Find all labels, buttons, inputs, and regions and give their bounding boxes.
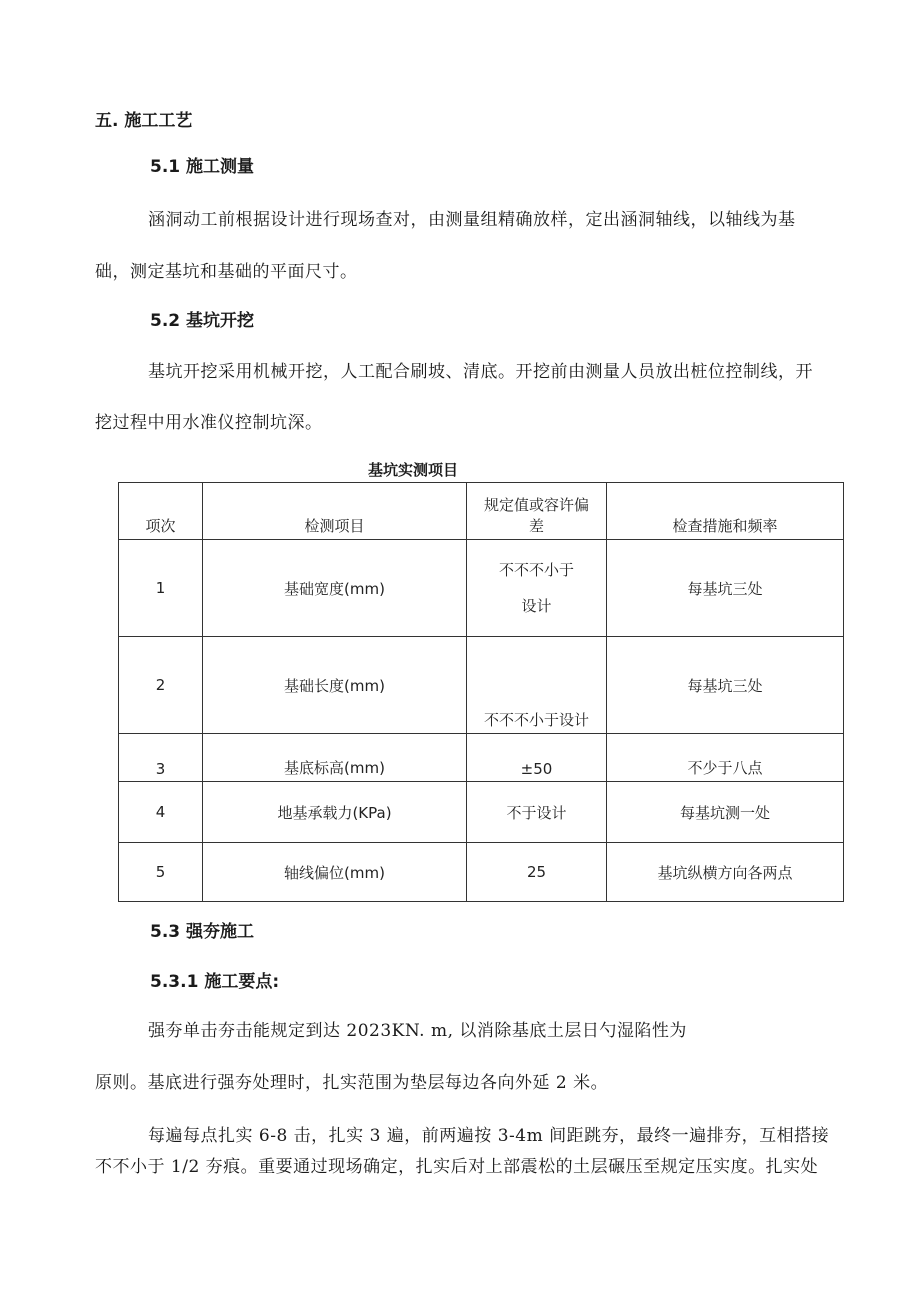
row-value: 不于设计 [467, 782, 607, 843]
subsection-title-5-3: 5.3 强夯施工 [150, 922, 255, 942]
row-value [467, 540, 607, 637]
paragraph-5-3-1-line1: 强夯单击夯击能规定到达 2023KN. m, 以消除基底土层日勺湿陷性为 [148, 1021, 687, 1041]
row-no: 3 [119, 734, 203, 782]
inspection-table [118, 482, 844, 902]
row-no: 1 [119, 540, 203, 637]
row-no: 2 [119, 637, 203, 734]
paragraph-5-1-line1: 涵洞动工前根据设计进行现场查对，由测量组精确放样，定出涵洞轴线，以轴线为基 [148, 210, 796, 230]
row-item: 基底标高(mm) [203, 734, 467, 782]
table-row [119, 782, 844, 843]
row-value-line1: 不不不小于 [498, 561, 574, 579]
row-item: 基础宽度(mm) [203, 540, 467, 637]
row-no: 5 [119, 843, 203, 902]
row-value-line2: 设计 [521, 597, 552, 615]
row-value: 25 [467, 843, 607, 902]
header-check-item: 检测项目 [203, 483, 467, 540]
subsection-title-5-2: 5.2 基坑开挖 [150, 311, 255, 331]
table-row [119, 540, 844, 637]
row-item: 地基承载力(KPa) [203, 782, 467, 843]
row-item: 轴线偏位(mm) [203, 843, 467, 902]
header-allowed-value-line1: 规定值或容许偏 [483, 496, 589, 514]
row-method: 每基坑三处 [607, 540, 844, 637]
row-no: 4 [119, 782, 203, 843]
row-value: ±50 [467, 734, 607, 782]
table-row [119, 734, 844, 782]
table-header-row [119, 483, 844, 540]
table-row [119, 637, 844, 734]
header-item-no: 项次 [119, 483, 203, 540]
table-caption: 基坑实测项目 [368, 461, 459, 479]
paragraph-5-3-1-line3: 每遍每点扎实 6-8 击，扎实 3 遍，前两遍按 3-4m 间距跳夯，最终一遍排夯，互相搭接 [148, 1126, 830, 1146]
row-value: 不不不小于设计 [467, 637, 607, 734]
row-method: 每基坑三处 [607, 637, 844, 734]
row-method: 每基坑测一处 [607, 782, 844, 843]
subsection-title-5-3-1: 5.3.1 施工要点: [150, 972, 280, 992]
paragraph-5-2-line1: 基坑开挖采用机械开挖，人工配合刷坡、清底。开挖前由测量人员放出桩位控制线，开 [148, 362, 813, 382]
header-allowed-value-line2: 差 [528, 517, 544, 535]
header-allowed-value [467, 483, 607, 540]
paragraph-5-3-1-line4: 不不小于 1/2 夯痕。重要通过现场确定，扎实后对上部震松的土层碾压至规定压实度。扎实处 [95, 1157, 819, 1177]
row-method: 基坑纵横方向各两点 [607, 843, 844, 902]
subsection-title-5-1: 5.1 施工测量 [150, 157, 255, 177]
header-method-frequency: 检查措施和频率 [607, 483, 844, 540]
row-item: 基础长度(mm) [203, 637, 467, 734]
paragraph-5-3-1-line2: 原则。基底进行强夯处理时，扎实范围为垫层每边各向外延 2 米。 [95, 1073, 609, 1093]
paragraph-5-2-line2: 挖过程中用水准仪控制坑深。 [95, 413, 323, 433]
row-method: 不少于八点 [607, 734, 844, 782]
table-row [119, 843, 844, 902]
section-title: 五. 施工工艺 [95, 111, 193, 131]
paragraph-5-1-line2: 础，测定基坑和基础的平面尺寸。 [95, 262, 358, 282]
